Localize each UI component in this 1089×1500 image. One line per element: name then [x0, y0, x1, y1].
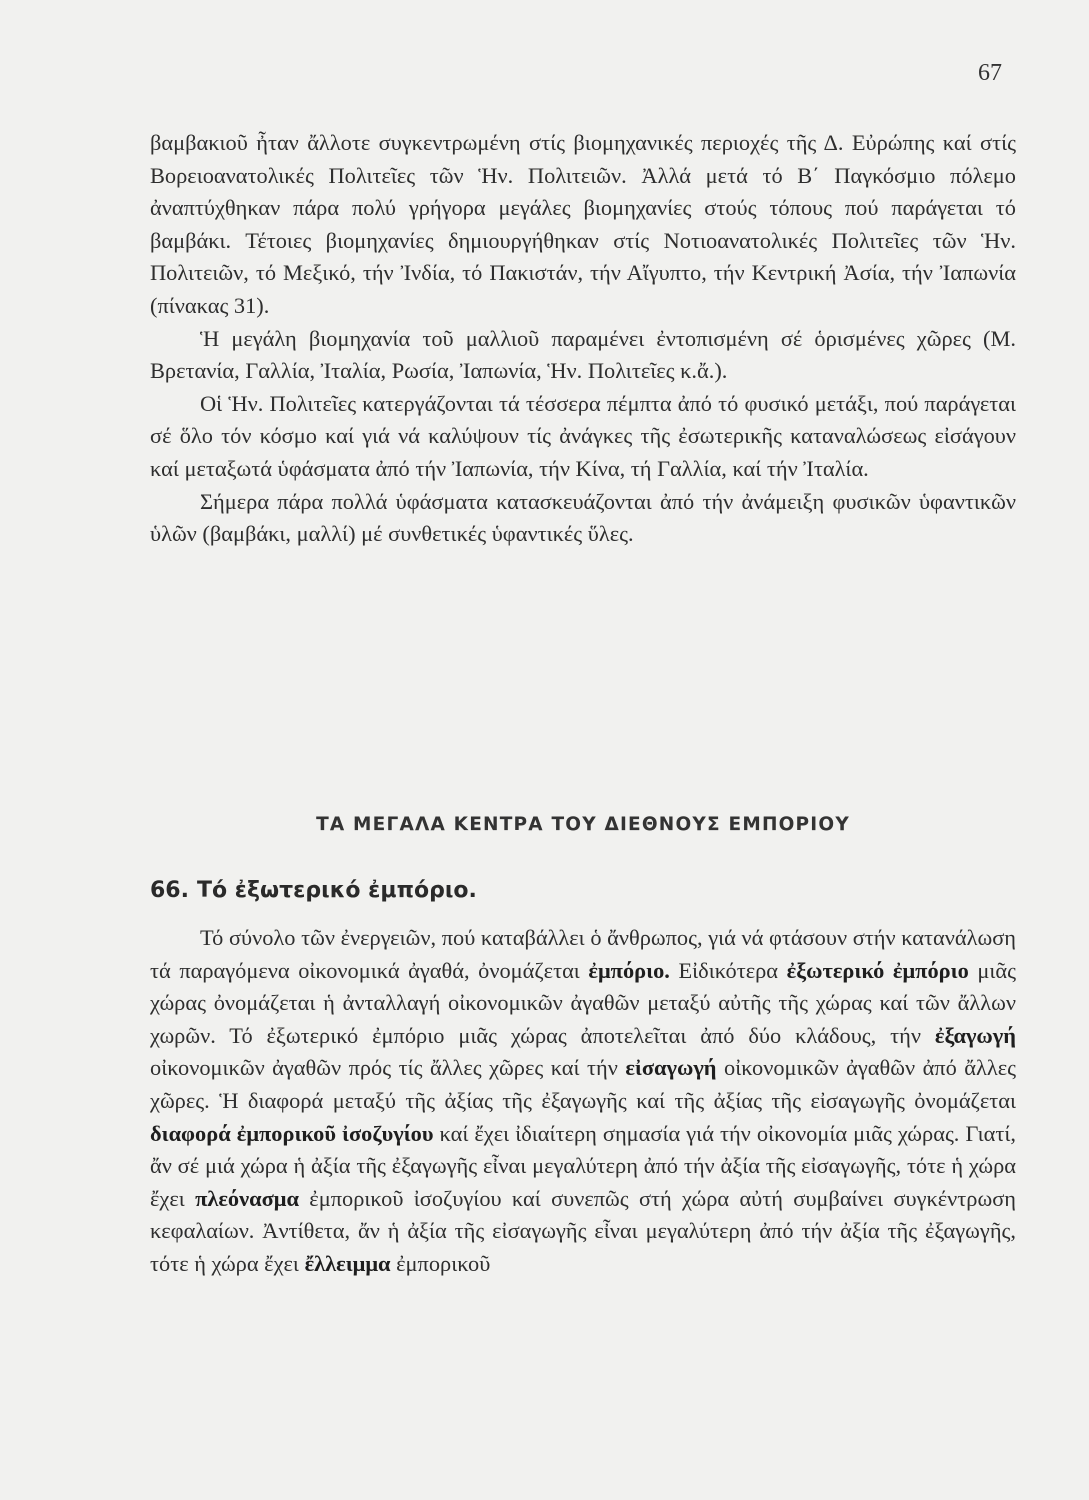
text-run: οἰκονομικῶν ἀγαθῶν πρός τίς ἄλλες χῶρες καί τήν — [150, 1055, 626, 1081]
text-run: Τό σύνολο τῶν ἐνεργειῶν, πού καταβάλλει ὁ ἄνθρωπος, γιά νά φτάσουν στήν κατανάλωση τά παραγόμενα οἰκονομικά ἀγαθά, ὀνομάζεται — [150, 925, 1016, 983]
text-run: καί ἔχει ἰδιαίτερη σημασία γιά τήν οἰκονομία μιᾶς χώρας. Γιατί, ἄν σέ μιά χώρα ἡ ἀξία τῆς ἐξαγωγῆς εἶναι μεγαλύτερη ἀπό τήν ἀξία τῆς εἰσαγωγῆς, τότε ἡ χώρα ἔχει — [150, 1120, 1016, 1211]
text-run: οἰκονομικῶν ἀγαθῶν ἀπό ἄλλες χῶρες. Ἡ διαφορά μεταξύ τῆς ἀξίας τῆς ἐξαγωγῆς καί τῆς ἀξίας τῆς εἰσαγωγῆς ὀνομάζεται — [150, 1055, 1016, 1113]
term-foreign-trade: ἐξωτερικό ἐμπόριο — [786, 957, 969, 983]
text-block-lower — [150, 922, 1016, 1281]
term-surplus: πλεόνασμα — [195, 1185, 299, 1211]
paragraph-foreign-trade — [150, 922, 1016, 1281]
paragraph-silk: Οἱ Ἡν. Πολιτεῖες κατεργάζονται τά τέσσερα πέμπτα ἀπό τό φυσικό μετάξι, πού παράγεται σέ ὅλο τόν κόσμο καί γιά νά καλύψουν τίς ἀνάγκες τῆς ἐσωτερικῆς καταναλώσεως εἰσάγουν καί μεταξωτά ὑφάσματα ἀπό τήν Ἰαπωνία, τήν Κίνα, τή Γαλλία, καί τήν Ἰταλία. — [150, 390, 1016, 481]
text-run: ἐμπορικοῦ ἰσοζυγίου καί συνεπῶς στή χώρα αὐτή συμβαίνει συγκέντρωση κεφαλαίων. Ἀντίθετα, ἄν ἡ ἀξία τῆς εἰσαγωγῆς εἶναι μεγαλύτερη ἀπό τήν ἀξία τῆς ἐξαγωγῆς, τότε ἡ χώρα ἔχει — [150, 1185, 1016, 1276]
term-commerce: ἐμπόριο. — [588, 957, 670, 983]
text-run: μιᾶς χώρας ὀνομάζεται ἡ ἀνταλλαγή οἰκονομικῶν ἀγαθῶν μεταξύ αὐτῆς τῆς χώρας καί τῶν ἄλλων χωρῶν. Τό ἐξωτερικό ἐμπόριο μιᾶς χώρας ἀποτελεῖται ἀπό δύο κλάδους, τήν — [150, 957, 1016, 1048]
section-heading: ΤΑ ΜΕΓΑΛΑ ΚΕΝΤΡΑ ΤΟΥ ΔΙΕΘΝΟΥΣ ΕΜΠΟΡΙΟΥ — [316, 814, 850, 835]
paragraph-cotton: βαμβακιοῦ ἦταν ἄλλοτε συγκεντρωμένη στίς βιομηχανικές περιοχές τῆς Δ. Εὐρώπης καί στίς Βορειοανατολικές Πολιτεῖες τῶν Ἡν. Πολιτειῶν. Ἀλλά μετά τό Β΄ Παγκόσμιο πόλεμο ἀναπτύχθηκαν πάρα πολύ γρήγορα μεγάλες βιομηχανίες στούς τόπους πού παράγεται τό βαμβάκι. Τέτοιες βιομηχανίες δημιουργήθηκαν στίς Νοτιοανατολικές Πολιτεῖες τῶν Ἡν. Πολιτειῶν, τό Μεξικό, τήν Ἰνδία, τό Πακιστάν, τήν Αἴγυπτο, τήν Κεντρική Ἀσία, τήν Ἰαπωνία (πίνακας 31). — [150, 130, 1016, 318]
term-export: ἐξαγωγή — [934, 1022, 1016, 1048]
paragraph-mixed-fabrics: Σήμερα πάρα πολλά ὑφάσματα κατασκευάζονται ἀπό τήν ἀνάμειξη φυσικῶν ὑφαντικῶν ὑλῶν (βαμβάκι, μαλλί) μέ συνθετικές ὑφαντικές ὕλες. — [150, 488, 1016, 547]
page-number: 67 — [978, 60, 1002, 86]
paragraph-wool: Ἡ μεγάλη βιομηχανία τοῦ μαλλιοῦ παραμένει ἐντοπισμένη σέ ὁρισμένες χῶρες (Μ. Βρετανία, Γαλλία, Ἰταλία, Ρωσία, Ἰαπωνία, Ἡν. Πολιτεῖες κ.ἄ.). — [150, 325, 1016, 384]
term-import: εἰσαγωγή — [625, 1055, 717, 1081]
term-deficit: ἔλλειμμα — [304, 1250, 391, 1276]
text-run: ἐμπορικοῦ — [390, 1250, 491, 1276]
text-block-upper — [150, 127, 1016, 551]
subsection-heading — [150, 878, 477, 903]
subsection-number: 66. — [150, 878, 189, 903]
text-run: Εἰδικότερα — [669, 957, 787, 983]
term-trade-balance: διαφορά ἐμπορικοῦ ἰσοζυγίου — [150, 1120, 434, 1146]
subsection-title: Τό ἐξωτερικό ἐμπόριο. — [196, 878, 477, 903]
